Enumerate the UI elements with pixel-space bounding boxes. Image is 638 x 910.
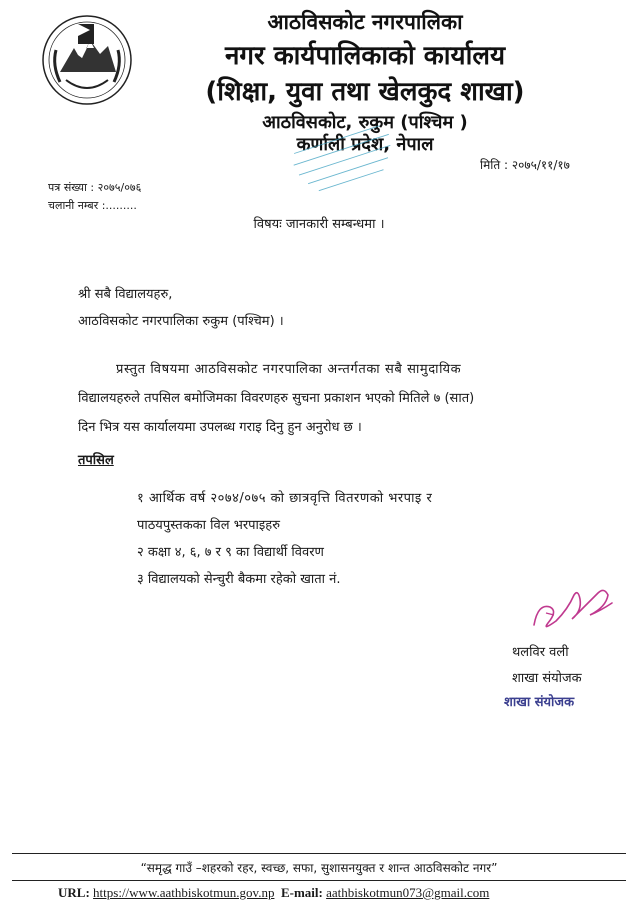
body-line-1: प्रस्तुत विषयमा आठविसकोट नगरपालिका अन्तर्गतका सबै सामुदायिक <box>116 362 462 377</box>
office-address: आठविसकोट, रुकुम (पश्चिम ) <box>262 112 468 133</box>
details-item-1-continued: पाठयपुस्तकका विल भरपाइहरु <box>137 518 280 533</box>
details-heading: तपसिल <box>78 453 114 468</box>
body-line-3: दिन भित्र यस कार्यालयमा उपलब्ध गराइ दिनु हुन अनुरोध छ । <box>78 420 362 435</box>
details-item-1: १ आर्थिक वर्ष २०७४/०७५ को छात्रवृत्ति वितरणको भरपाइ र <box>137 491 433 506</box>
letter-number: पत्र संख्या : २०७५/०७६ <box>48 181 142 194</box>
office-stamp <box>280 118 410 198</box>
designation-seal: शाखा संयोजक <box>504 695 575 710</box>
nepal-emblem-logo <box>38 10 136 108</box>
office-name: नगर कार्यपालिकाको कार्यालय <box>224 41 506 71</box>
url-label: URL <box>58 885 86 900</box>
signatory-title: शाखा संयोजक <box>512 671 582 686</box>
letter-subject: विषयः जानकारी सम्बन्धमा । <box>253 217 385 232</box>
website-link[interactable]: https://www.aathbiskotmun.gov.np <box>93 885 275 900</box>
email-link[interactable]: aathbiskotmun073@gmail.com <box>326 885 490 900</box>
footer-divider-bottom <box>12 880 626 881</box>
signatory-name: थलविर वली <box>512 645 569 660</box>
email-label: E-mail <box>280 885 319 900</box>
footer-divider-top <box>12 853 626 854</box>
handwritten-signature <box>528 585 618 635</box>
details-item-3: ३ विद्यालयको सेन्चुरी बैकमा रहेको खाता नं. <box>137 572 341 587</box>
addressee-line-2: आठविसकोट नगरपालिका रुकुम (पश्चिम) । <box>78 314 284 329</box>
section-name: (शिक्षा, युवा तथा खेलकुद शाखा) <box>205 77 525 107</box>
province-country: कर्णाली प्रदेश, नेपाल <box>296 134 434 155</box>
body-line-2: विद्यालयहरुले तपसिल बमोजिमका विवरणहरु सुचना प्रकाशन भएको मितिले ७ (सात) <box>78 391 475 406</box>
letter-date: मिति : २०७५/११/१७ <box>480 158 570 172</box>
addressee-line-1: श्री सबै विद्यालयहरु, <box>78 287 173 302</box>
dispatch-number: चलानी नम्बर :......... <box>48 199 137 212</box>
footer-contact: URL: https://www.aathbiskotmun.gov.np E-mail: aathbiskotmun073@gmail.com <box>58 885 490 900</box>
municipality-name: आठविसकोट नगरपालिका <box>267 10 463 34</box>
municipality-motto: “समृद्ध गाउँ –शहरको रहर, स्वच्छ, सफा, सुशासनयुक्त र शान्त आठविसकोट नगर” <box>140 861 498 875</box>
details-item-2: २ कक्षा ४, ६, ७ र ९ का विद्यार्थी विवरण <box>137 545 324 560</box>
